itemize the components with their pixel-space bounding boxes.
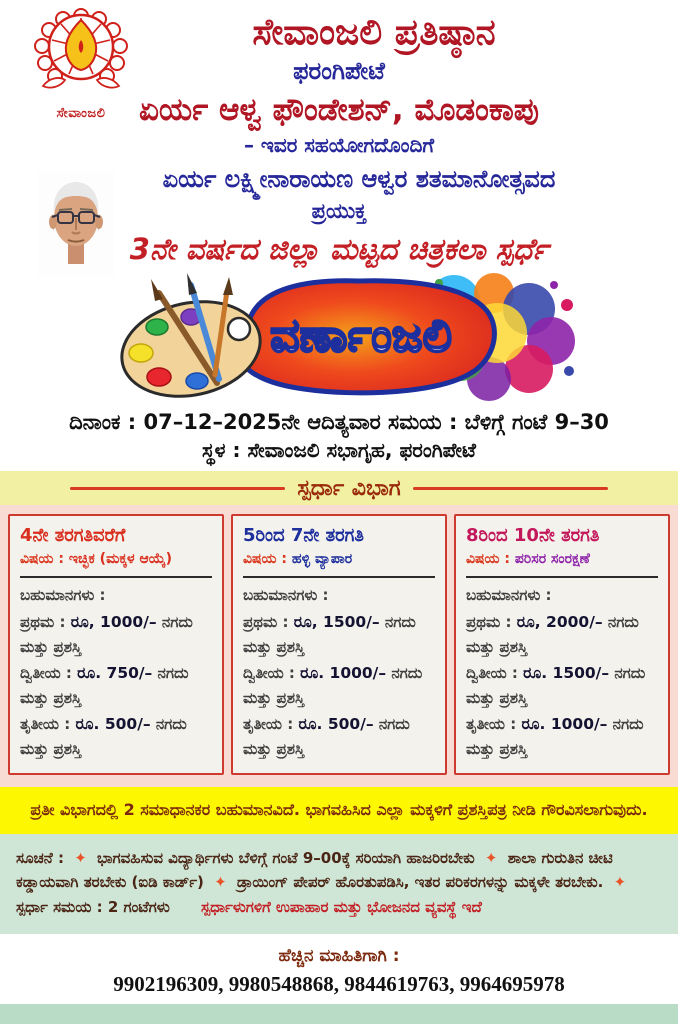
divider-line-left (70, 487, 285, 490)
prize-rank: ಪ್ರಥಮ : (466, 613, 512, 632)
prizes-label: ಬಹುಮಾನಗಳು : (20, 586, 106, 605)
category-divider (243, 576, 435, 578)
bottom-strip (0, 1004, 678, 1024)
org-place: ಫರಂಗಿಪೇಟೆ (293, 57, 385, 86)
prize-rank: ತೃತೀಯ : (20, 715, 71, 734)
founder-portrait (38, 172, 114, 280)
prize-tail: ನಗದು ಮತ್ತು ಪ್ರಶಸ್ತಿ (20, 613, 193, 657)
category-divider (20, 576, 212, 578)
prize-line (466, 610, 660, 659)
prize-rank: ದ್ವಿತೀಯ : (20, 664, 72, 683)
subject-value: ಪರಿಸರ ಸಂರಕ್ಷಣೆ (514, 550, 590, 567)
varnanjali-logo-art (99, 271, 579, 403)
section-title: ಸ್ಪರ್ಧಾ ವಿಭಾಗ (297, 475, 401, 501)
note-item: ಭಾಗವಹಿಸುವ ವಿದ್ಯಾರ್ಥಿಗಳು ಬೆಳಿಗ್ಗೆ ಗಂಟೆ 9–00ಕ್ಕೆ ಸರಿಯಾಗಿ ಹಾಜರಿರಬೇಕು (97, 848, 475, 867)
prize-rank: ತೃತೀಯ : (466, 715, 517, 734)
prizes-label: ಬಹುಮಾನಗಳು : (243, 586, 329, 605)
prize-tail: ನಗದು ಮತ್ತು ಪ್ರಶಸ್ತಿ (20, 664, 189, 708)
header (0, 0, 678, 267)
prize-amount: ರೂ. 500/– (298, 715, 374, 734)
elderly-man-photo (38, 172, 114, 276)
contact-phones: 9902196309, 9980548868, 9844619763, 9964695978 (113, 971, 565, 996)
sparkle-icon: ✦ (74, 848, 87, 867)
prize-amount: ರೂ. 750/– (77, 664, 153, 683)
prize-tail: ನಗದು ಮತ್ತು ಪ್ರಶಸ್ತಿ (243, 613, 416, 657)
contact-label: ಹೆಚ್ಚಿನ ಮಾಹಿತಿಗಾಗಿ : (278, 945, 400, 966)
prize-line (466, 661, 660, 710)
prize-rank: ತೃತೀಯ : (243, 715, 294, 734)
categories (0, 505, 678, 786)
category-box-3 (454, 514, 670, 774)
notes-label: ಸೂಚನೆ : (16, 848, 64, 867)
prizes-label: ಬಹುಮಾನಗಳು : (466, 586, 552, 605)
category-grade: 5ರಿಂದ 7ನೇ ತರಗತಿ (243, 525, 364, 547)
prize-tail: ನಗದು ಮತ್ತು ಪ್ರಶಸ್ತಿ (243, 715, 410, 758)
note-item: ಸ್ಪರ್ಧಾ ಸಮಯ : 2 ಗಂಟೆಗಳು (16, 898, 170, 917)
logo-caption: ಸೇವಾಂಜಲಿ (56, 106, 106, 121)
meals-note: ಸ್ಪರ್ಧಾಳುಗಳಿಗೆ ಉಪಾಹಾರ ಮತ್ತು ಭೋಜನದ ವ್ಯವಸ್ಥೆ ಇದೆ (200, 898, 482, 917)
prize-tail: ನಗದು ಮತ್ತು ಪ್ರಶಸ್ತಿ (466, 664, 646, 708)
prize-line (243, 661, 437, 710)
subject-label: ವಿಷಯ : (20, 550, 65, 567)
venue-line: ಸ್ಥಳ : ಸೇವಾಂಜಲಿ ಸಭಾಗೃಹ, ಫರಂಗಿಪೇಟೆ (202, 438, 476, 463)
category-subject (20, 551, 214, 569)
prize-amount: ರೂ. 1500/– (523, 664, 610, 683)
date-time-line: ದಿನಾಂಕ : 07–12–2025ನೇ ಆದಿತ್ಯವಾರ ಸಮಯ : ಬೆಳಿಗ್ಗೆ ಗಂಟೆ 9–30 (69, 410, 609, 435)
collaboration-line: – ಇವರ ಸಹಯೋಗದೊಂದಿಗೆ (243, 133, 435, 158)
consolation-band: ಪ್ರತೀ ವಿಭಾಗದಲ್ಲಿ 2 ಸಮಾಧಾನಕರ ಬಹುಮಾನವಿದೆ. ಭಾಗವಹಿಸಿದ ಎಲ್ಲಾ ಮಕ್ಕಳಿಗೆ ಪ್ರಶಸ್ತಿಪತ್ರ ನೀಡಿ ಗೌರವಿಸಲಾಗುವುದು. (0, 787, 678, 834)
prize-tail: ನಗದು ಮತ್ತು ಪ್ರಶಸ್ತಿ (20, 715, 187, 758)
category-box-2 (231, 514, 447, 774)
prize-line (20, 610, 214, 659)
subject-value: ಹಳ್ಳಿ ವ್ಯಾಪಾರ (291, 550, 353, 567)
section-band (0, 471, 678, 505)
prize-line (243, 610, 437, 659)
prize-amount: ರೂ, 2000/– (516, 613, 603, 632)
category-subject (243, 551, 437, 569)
prize-line (20, 712, 214, 761)
prize-line (243, 712, 437, 761)
prize-tail: ನಗದು ಮತ್ತು ಪ್ರಶಸ್ತಿ (466, 715, 644, 758)
sparkle-icon: ✦ (484, 848, 498, 867)
sparkle-icon: ✦ (214, 873, 227, 892)
category-grade: 8ರಿಂದ 10ನೇ ತರಗತಿ (466, 525, 600, 547)
prize-rank: ದ್ವಿತೀಯ : (243, 664, 295, 683)
prayukta-line: ಪ್ರಯುಕ್ತ (311, 199, 367, 224)
note-item: ಶಾಲಾ ಗುರುತಿನ ಚೀಟಿ ಕಡ್ಡಾಯವಾಗಿ ತರಬೇಕು (ಐಡಿ ಕಾರ್ಡ್) (16, 848, 613, 892)
subject-label: ವಿಷಯ : (466, 550, 511, 567)
prize-line (466, 712, 660, 761)
prize-amount: ರೂ. 1000/– (521, 715, 608, 734)
prize-amount: ರೂ. 1000/– (300, 664, 387, 683)
centenary-line: ಏರ್ಯ ಲಕ್ಷ್ಮೀನಾರಾಯಣ ಆಳ್ವರ ಶತಮಾನೋತ್ಸವದ (162, 165, 556, 194)
prize-tail: ನಗದು ಮತ್ತು ಪ್ರಶಸ್ತಿ (243, 664, 423, 708)
prize-rank: ದ್ವಿತೀಯ : (466, 664, 518, 683)
note-item: ಡ್ರಾಯಿಂಗ್ ಪೇಪರ್ ಹೊರತುಪಡಿಸಿ, ಇತರ ಪರಿಕರಗಳನ್ನು ಮಕ್ಕಳೇ ತರಬೇಕು. (236, 873, 604, 892)
subject-label: ವಿಷಯ : (243, 550, 288, 567)
prize-amount: ರೂ. 500/– (75, 715, 151, 734)
category-box-1 (8, 514, 224, 774)
foundation-name: ಏರ್ಯ ಆಳ್ವ ಫೌಂಡೇಶನ್, ಮೊಡಂಕಾಪು (138, 92, 540, 129)
notes-paragraph (16, 846, 662, 920)
brand-word: ವರ್ಣಾಂಜಲಿ (270, 308, 452, 363)
prize-amount: ರೂ, 1000/– (70, 613, 157, 632)
sparkle-icon: ✦ (613, 873, 627, 892)
event-title: 3ನೇ ವರ್ಷದ ಜಿಲ್ಲಾ ಮಟ್ಟದ ಚಿತ್ರಕಲಾ ಸ್ಪರ್ಧೆ (129, 232, 549, 267)
prize-rank: ಪ್ರಥಮ : (20, 613, 66, 632)
footer (0, 934, 678, 997)
prize-line (20, 661, 214, 710)
category-divider (466, 576, 658, 578)
prize-amount: ರೂ, 1500/– (293, 613, 380, 632)
category-grade: 4ನೇ ತರಗತಿವರೆಗೆ (20, 525, 126, 547)
schedule (0, 403, 678, 471)
sevanjali-logo (26, 6, 136, 121)
category-subject (466, 551, 660, 569)
org-title: ಸೇವಾಂಜಲಿ ಪ್ರತಿಷ್ಠಾನ (252, 12, 496, 53)
varnanjali-banner (0, 271, 678, 403)
prize-rank: ಪ್ರಥಮ : (243, 613, 289, 632)
divider-line-right (413, 487, 608, 490)
sevanjali-emblem-icon (29, 6, 133, 106)
prize-tail: ನಗದು ಮತ್ತು ಪ್ರಶಸ್ತಿ (466, 613, 639, 657)
notes-section (0, 834, 678, 934)
subject-value: ಇಚ್ಛಿಕ (ಮಕ್ಕಳ ಆಯ್ಕೆ) (68, 550, 173, 567)
